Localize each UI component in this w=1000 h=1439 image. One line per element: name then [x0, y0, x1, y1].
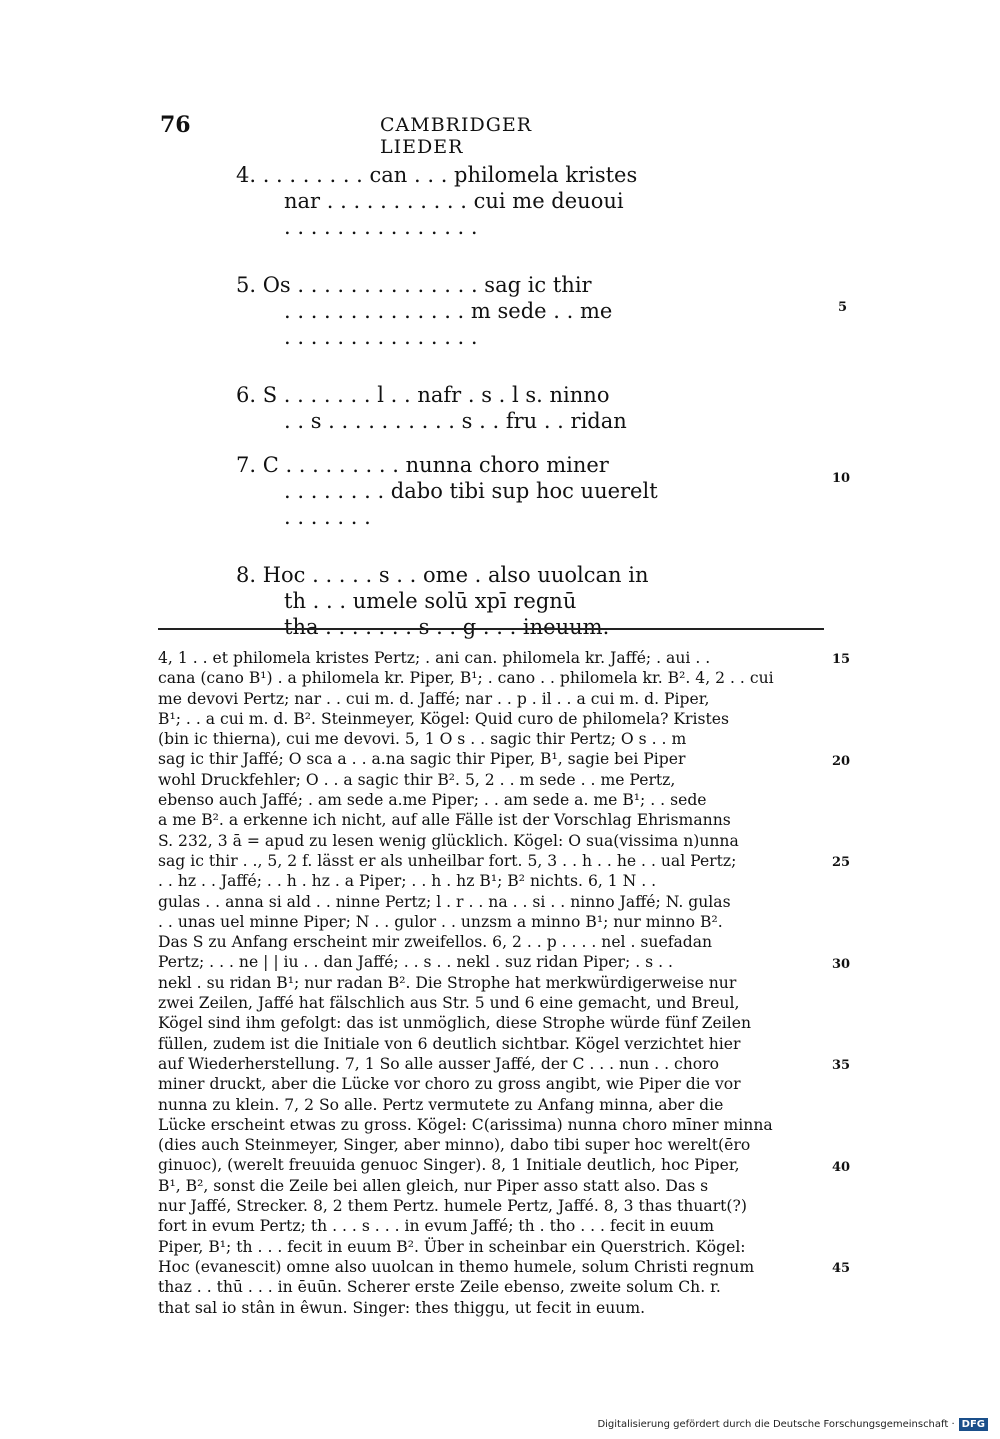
line-number: 20: [832, 754, 851, 769]
verse: 4. . . . . . . . . can . . . philomela kristes: [236, 163, 638, 187]
verse: 8. Hoc . . . . . s . . ome . also uuolcan in: [236, 563, 649, 587]
note-line: (bin ic thierna), cui me devovi. 5, 1 O s . . sagic thir Pertz; O s . . m: [158, 730, 687, 749]
note-line: miner druckt, aber die Lücke vor choro zu gross angibt, wie Piper die vor: [158, 1075, 741, 1094]
verse: th . . . umele solū xpī regnū: [284, 589, 577, 613]
note-line: ebenso auch Jaffé; . am sede a.me Piper; . . am sede a. me B¹; . . sede: [158, 791, 707, 810]
verse: . . . . . . .: [284, 505, 371, 529]
note-line: S. 232, 3 ā = apud zu lesen wenig glücklich. Kögel: O sua(vissima n)unna: [158, 831, 739, 850]
line-number: 30: [832, 957, 851, 972]
note-line: (dies auch Steinmeyer, Singer, aber minno), dabo tibi super hoc werelt(ēro: [158, 1136, 751, 1155]
line-number: 35: [832, 1058, 851, 1073]
note-line: B¹; . . a cui m. d. B². Steinmeyer, Kögel: Quid curo de philomela? Kristes: [158, 709, 729, 728]
footnote-rule: [158, 628, 824, 630]
apparatus-notes: [158, 648, 824, 1318]
verse: 7. C . . . . . . . . . nunna choro miner: [236, 453, 609, 477]
note-line: sag ic thir . ., 5, 2 f. lässt er als unheilbar fort. 5, 3 . . h . . he . . ual Pertz;: [158, 851, 737, 870]
note-line: Kögel sind ihm gefolgt: das ist unmöglich, diese Strophe würde fünf Zeilen: [158, 1014, 751, 1033]
note-line: wohl Druckfehler; O . . a sagic thir B². 5, 2 . . m sede . . me Pertz,: [158, 770, 676, 789]
note-line: thaz . . thū . . . in ēuūn. Scherer erste Zeile ebenso, zweite solum Ch. r.: [158, 1278, 721, 1297]
footer: [597, 1418, 988, 1431]
line-number: 25: [832, 855, 851, 870]
note-line: a me B². a erkenne ich nicht, auf alle Fälle ist der Vorschlag Ehrismanns: [158, 811, 731, 830]
line-number: 45: [832, 1261, 851, 1276]
line-number: 15: [832, 652, 851, 667]
verse: . . . . . . . . dabo tibi sup hoc uuerelt: [284, 479, 658, 503]
note-line: nur Jaffé, Strecker. 8, 2 them Pertz. humele Pertz, Jaffé. 8, 3 thas thuart(?): [158, 1197, 747, 1216]
note-line: 4, 1 . . et philomela kristes Pertz; . ani can. philomela kr. Jaffé; . aui . .: [158, 649, 711, 667]
note-line: nunna zu klein. 7, 2 So alle. Pertz vermutete zu Anfang minna, aber die: [158, 1095, 724, 1114]
stanza-6: [236, 382, 756, 434]
verse: tha . . . . . . . s . . g . . . ineuum.: [284, 615, 610, 639]
stanza-4: [236, 162, 756, 240]
note-line: cana (cano B¹) . a philomela kr. Piper, B¹; . cano . . philomela kr. B². 4, 2 . . cui: [158, 669, 774, 688]
note-line: Pertz; . . . ne | | iu . . dan Jaffé; . . s . . nekl . suz ridan Piper; . s . .: [158, 953, 673, 972]
running-title: CAMBRIDGER LIEDER: [380, 114, 533, 158]
note-line: zwei Zeilen, Jaffé hat fälschlich aus Str. 5 und 6 eine gemacht, und Breul,: [158, 994, 740, 1013]
note-line: B¹, B², sonst die Zeile bei allen gleich, nur Piper asso statt also. Das s: [158, 1176, 709, 1195]
verse: nar . . . . . . . . . . . cui me deuoui: [284, 189, 624, 213]
note-line: auf Wiederherstellung. 7, 1 So alle ausser Jaffé, der C . . . nun . . choro: [158, 1054, 720, 1073]
note-line: Hoc (evanescit) omne also uuolcan in themo humele, solum Christi regnum: [158, 1257, 755, 1276]
note-line: fort in evum Pertz; th . . . s . . . in evum Jaffé; th . tho . . . fecit in euum: [158, 1217, 715, 1236]
note-line: füllen, zudem ist die Initiale von 6 deutlich sichtbar. Kögel verzichtet hier: [158, 1034, 741, 1053]
note-line: me devovi Pertz; nar . . cui m. d. Jaffé; nar . . p . il . . a cui m. d. Piper,: [158, 689, 710, 708]
verse: . . . . . . . . . . . . . . m sede . . me: [284, 299, 613, 323]
line-number: 40: [832, 1160, 851, 1175]
funding-notice: Digitalisierung gefördert durch die Deutsche Forschungsgemeinschaft ·: [597, 1419, 955, 1430]
verse: . . . . . . . . . . . . . . .: [284, 325, 478, 349]
note-line: Das S zu Anfang erscheint mir zweifellos. 6, 2 . . p . . . . nel . suefadan: [158, 933, 713, 952]
note-line: gulas . . anna si ald . . ninne Pertz; l . r . . na . . si . . ninno Jaffé; N. gulas: [158, 892, 731, 911]
stanza-7: [236, 452, 756, 530]
note-line: sag ic thir Jaffé; O sca a . . a.na sagic thir Piper, B¹, sagie bei Piper: [158, 750, 686, 769]
verse: 5. Os . . . . . . . . . . . . . . sag ic thir: [236, 273, 592, 297]
note-line: nekl . su ridan B¹; nur radan B². Die Strophe hat merkwürdigerweise nur: [158, 973, 737, 992]
page-number: 76: [160, 112, 191, 138]
note-line: Lücke erscheint etwas zu gross. Kögel: C(arissima) nunna choro mīner minna: [158, 1115, 773, 1134]
running-head: [160, 112, 620, 158]
note-line: that sal io stân in êwun. Singer: thes thiggu, ut fecit in euum.: [158, 1298, 646, 1317]
note-line: . . unas uel minne Piper; N . . gulor . . unzsm a minno B¹; nur minno B².: [158, 912, 723, 931]
stanza-5: [236, 272, 756, 350]
note-line: . . hz . . Jaffé; . . h . hz . a Piper; . . h . hz B¹; B² nichts. 6, 1 N . .: [158, 872, 657, 891]
note-line: ginuoc), (werelt freuuida genuoc Singer). 8, 1 Initiale deutlich, hoc Piper,: [158, 1156, 740, 1175]
verse: 6. S . . . . . . . l . . nafr . s . l s. ninno: [236, 383, 610, 407]
dfg-logo-icon: DFG: [959, 1418, 988, 1431]
line-number: 5: [838, 300, 848, 315]
verse: . . . . . . . . . . . . . . .: [284, 215, 478, 239]
poem: [236, 162, 756, 640]
verse: . . s . . . . . . . . . . s . . fru . . ridan: [284, 409, 627, 433]
note-line: Piper, B¹; th . . . fecit in euum B². Über in scheinbar ein Querstrich. Kögel:: [158, 1237, 746, 1256]
line-number: 10: [832, 471, 851, 486]
